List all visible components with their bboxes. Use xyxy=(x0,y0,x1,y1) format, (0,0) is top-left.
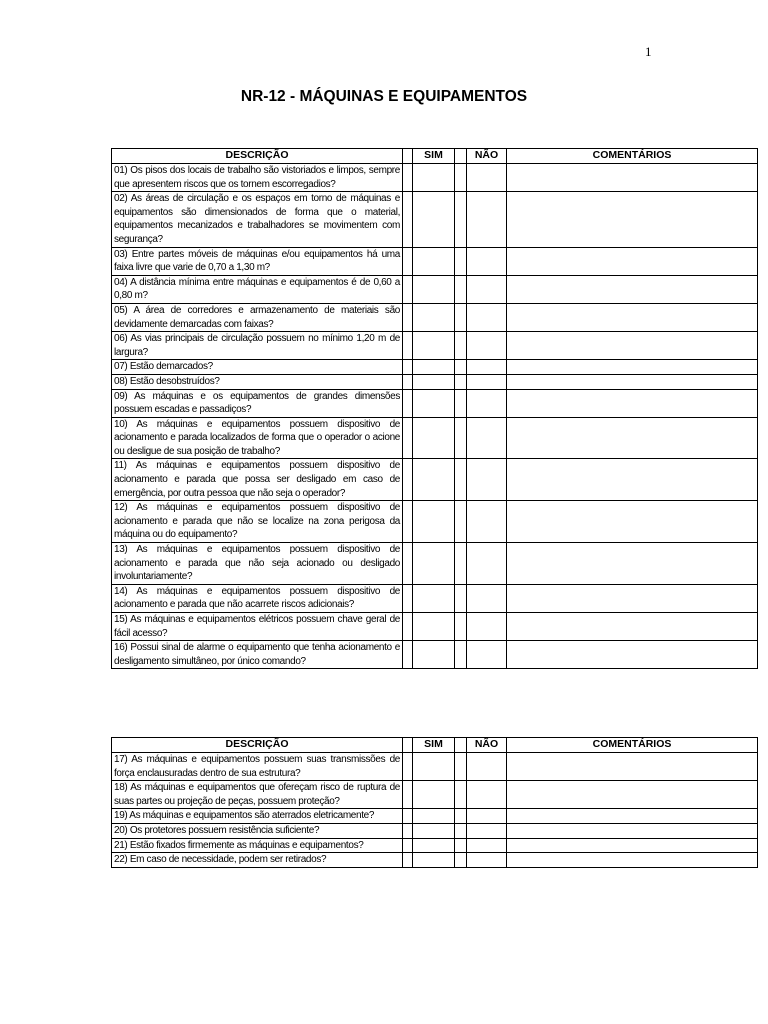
spacer-cell xyxy=(403,303,413,331)
spacer-cell xyxy=(403,838,413,853)
spacer-cell xyxy=(403,192,413,247)
no-answer-cell[interactable] xyxy=(467,275,507,303)
question-text: 18) As máquinas e equipamentos que ofereçam risco de ruptura de suas partes ou projeção de peças, possuem proteção? xyxy=(112,781,403,809)
spacer-cell xyxy=(455,275,467,303)
spacer-cell xyxy=(455,823,467,838)
question-text: 11) As máquinas e equipamentos possuem dispositivo de acionamento e parada que possa ser desligado em caso de emergência, por outra pessoa que não seja o operador? xyxy=(112,459,403,501)
no-answer-cell[interactable] xyxy=(467,753,507,781)
table-header-row xyxy=(112,149,758,164)
page-number: 1 xyxy=(645,44,652,59)
spacer-cell xyxy=(455,389,467,417)
spacer-cell xyxy=(403,374,413,389)
question-text: 13) As máquinas e equipamentos possuem dispositivo de acionamento e parada que não seja acionado ou desligado involuntariamente? xyxy=(112,543,403,585)
table-row xyxy=(112,417,758,459)
no-header: NÃO xyxy=(467,149,507,164)
yes-answer-cell[interactable] xyxy=(413,332,455,360)
table-row xyxy=(112,303,758,331)
yes-answer-cell[interactable] xyxy=(413,613,455,641)
yes-answer-cell[interactable] xyxy=(413,247,455,275)
yes-answer-cell[interactable] xyxy=(413,303,455,331)
comment-cell[interactable] xyxy=(507,164,758,192)
yes-answer-cell[interactable] xyxy=(413,853,455,868)
yes-header: SIM xyxy=(413,738,455,753)
yes-answer-cell[interactable] xyxy=(413,543,455,585)
spacer-cell xyxy=(455,332,467,360)
yes-answer-cell[interactable] xyxy=(413,164,455,192)
spacer-cell xyxy=(403,809,413,824)
yes-answer-cell[interactable] xyxy=(413,360,455,375)
spacer-cell xyxy=(403,753,413,781)
table-row xyxy=(112,641,758,669)
comment-cell[interactable] xyxy=(507,641,758,669)
no-answer-cell[interactable] xyxy=(467,584,507,612)
table-row xyxy=(112,192,758,247)
no-answer-cell[interactable] xyxy=(467,417,507,459)
table-row xyxy=(112,247,758,275)
document-title: NR-12 - MÁQUINAS E EQUIPAMENTOS xyxy=(240,88,528,105)
spacer-cell xyxy=(403,389,413,417)
no-answer-cell[interactable] xyxy=(467,332,507,360)
no-answer-cell[interactable] xyxy=(467,389,507,417)
yes-answer-cell[interactable] xyxy=(413,809,455,824)
no-answer-cell[interactable] xyxy=(467,374,507,389)
comment-cell[interactable] xyxy=(507,753,758,781)
no-answer-cell[interactable] xyxy=(467,853,507,868)
question-text: 16) Possui sinal de alarme o equipamento que tenha acionamento e desligamento simultâneo, por único comando? xyxy=(112,641,403,669)
yes-answer-cell[interactable] xyxy=(413,192,455,247)
question-text: 21) Estão fixados firmemente as máquinas e equipamentos? xyxy=(112,838,403,853)
no-answer-cell[interactable] xyxy=(467,192,507,247)
no-answer-cell[interactable] xyxy=(467,543,507,585)
comment-cell[interactable] xyxy=(507,543,758,585)
no-answer-cell[interactable] xyxy=(467,360,507,375)
no-answer-cell[interactable] xyxy=(467,809,507,824)
comment-cell[interactable] xyxy=(507,389,758,417)
table-row xyxy=(112,360,758,375)
comment-cell[interactable] xyxy=(507,360,758,375)
yes-answer-cell[interactable] xyxy=(413,641,455,669)
comment-cell[interactable] xyxy=(507,247,758,275)
yes-answer-cell[interactable] xyxy=(413,459,455,501)
table-row xyxy=(112,275,758,303)
yes-answer-cell[interactable] xyxy=(413,781,455,809)
question-text: 20) Os protetores possuem resistência suficiente? xyxy=(112,823,403,838)
comment-cell[interactable] xyxy=(507,853,758,868)
table-row xyxy=(112,543,758,585)
spacer-cell xyxy=(403,641,413,669)
table-row xyxy=(112,584,758,612)
comment-cell[interactable] xyxy=(507,823,758,838)
table-row xyxy=(112,809,758,824)
spacer-cell xyxy=(455,417,467,459)
no-answer-cell[interactable] xyxy=(467,303,507,331)
question-text: 08) Estão desobstruídos? xyxy=(112,374,403,389)
spacer-cell xyxy=(403,360,413,375)
comment-cell[interactable] xyxy=(507,332,758,360)
table-header-row xyxy=(112,738,758,753)
spacer-cell xyxy=(403,332,413,360)
question-text: 17) As máquinas e equipamentos possuem suas transmissões de força enclausuradas dentro de sua estrutura? xyxy=(112,753,403,781)
question-text: 09) As máquinas e os equipamentos de grandes dimensões possuem escadas e passadiços? xyxy=(112,389,403,417)
spacer-cell xyxy=(455,738,467,753)
yes-answer-cell[interactable] xyxy=(413,838,455,853)
table-row xyxy=(112,374,758,389)
spacer-cell xyxy=(403,501,413,543)
spacer-cell xyxy=(403,417,413,459)
comment-cell[interactable] xyxy=(507,584,758,612)
spacer-cell xyxy=(403,584,413,612)
description-header: DESCRIÇÃO xyxy=(112,738,403,753)
yes-answer-cell[interactable] xyxy=(413,823,455,838)
description-header: DESCRIÇÃO xyxy=(112,149,403,164)
comment-cell[interactable] xyxy=(507,781,758,809)
table-row xyxy=(112,389,758,417)
spacer-cell xyxy=(455,303,467,331)
no-answer-cell[interactable] xyxy=(467,164,507,192)
spacer-cell xyxy=(455,247,467,275)
comments-header: COMENTÁRIOS xyxy=(507,149,758,164)
no-answer-cell[interactable] xyxy=(467,247,507,275)
comments-header: COMENTÁRIOS xyxy=(507,738,758,753)
no-answer-cell[interactable] xyxy=(467,781,507,809)
yes-answer-cell[interactable] xyxy=(413,275,455,303)
no-answer-cell[interactable] xyxy=(467,459,507,501)
comment-cell[interactable] xyxy=(507,809,758,824)
comment-cell[interactable] xyxy=(507,275,758,303)
comment-cell[interactable] xyxy=(507,417,758,459)
spacer-cell xyxy=(455,192,467,247)
yes-answer-cell[interactable] xyxy=(413,389,455,417)
question-text: 22) Em caso de necessidade, podem ser retirados? xyxy=(112,853,403,868)
spacer-cell xyxy=(403,275,413,303)
spacer-cell xyxy=(455,584,467,612)
question-text: 15) As máquinas e equipamentos elétricos possuem chave geral de fácil acesso? xyxy=(112,613,403,641)
table-row xyxy=(112,781,758,809)
yes-answer-cell[interactable] xyxy=(413,584,455,612)
spacer-cell xyxy=(455,360,467,375)
spacer-cell xyxy=(455,641,467,669)
table-row xyxy=(112,823,758,838)
table-row xyxy=(112,853,758,868)
table-row xyxy=(112,753,758,781)
spacer-cell xyxy=(455,853,467,868)
spacer-cell xyxy=(403,613,413,641)
no-header: NÃO xyxy=(467,738,507,753)
question-text: 19) As máquinas e equipamentos são aterrados eletricamente? xyxy=(112,809,403,824)
comment-cell[interactable] xyxy=(507,374,758,389)
question-text: 03) Entre partes móveis de máquinas e/ou equipamentos há uma faixa livre que varie de 0,70 a 1,30 m? xyxy=(112,247,403,275)
question-text: 07) Estão demarcados? xyxy=(112,360,403,375)
no-answer-cell[interactable] xyxy=(467,838,507,853)
spacer-cell xyxy=(455,781,467,809)
yes-header: SIM xyxy=(413,149,455,164)
spacer-cell xyxy=(455,838,467,853)
spacer-cell xyxy=(403,149,413,164)
table-row xyxy=(112,613,758,641)
table-row xyxy=(112,838,758,853)
spacer-cell xyxy=(455,543,467,585)
question-text: 10) As máquinas e equipamentos possuem dispositivo de acionamento e parada localizados de forma que o operador o acione ou desligue de sua posição de trabalho? xyxy=(112,417,403,459)
spacer-cell xyxy=(455,149,467,164)
spacer-cell xyxy=(403,738,413,753)
question-text: 02) As áreas de circulação e os espaços em torno de máquinas e equipamentos são dimensionados de forma que o material, equipamentos mecanizados e trabalhadores se movimentem com segurança? xyxy=(112,192,403,247)
question-text: 06) As vias principais de circulação possuem no mínimo 1,20 m de largura? xyxy=(112,332,403,360)
spacer-cell xyxy=(455,753,467,781)
no-answer-cell[interactable] xyxy=(467,501,507,543)
table-row xyxy=(112,459,758,501)
yes-answer-cell[interactable] xyxy=(413,501,455,543)
question-text: 04) A distância mínima entre máquinas e equipamentos é de 0,60 a 0,80 m? xyxy=(112,275,403,303)
spacer-cell xyxy=(403,543,413,585)
table-row xyxy=(112,164,758,192)
spacer-cell xyxy=(403,459,413,501)
spacer-cell xyxy=(403,823,413,838)
yes-answer-cell[interactable] xyxy=(413,417,455,459)
question-text: 14) As máquinas e equipamentos possuem dispositivo de acionamento e parada que não acarrete riscos adicionais? xyxy=(112,584,403,612)
spacer-cell xyxy=(403,853,413,868)
yes-answer-cell[interactable] xyxy=(413,374,455,389)
no-answer-cell[interactable] xyxy=(467,823,507,838)
comment-cell[interactable] xyxy=(507,838,758,853)
comment-cell[interactable] xyxy=(507,501,758,543)
no-answer-cell[interactable] xyxy=(467,641,507,669)
no-answer-cell[interactable] xyxy=(467,613,507,641)
spacer-cell xyxy=(455,809,467,824)
question-text: 05) A área de corredores e armazenamento de materiais são devidamente demarcadas com faixas? xyxy=(112,303,403,331)
comment-cell[interactable] xyxy=(507,613,758,641)
spacer-cell xyxy=(455,164,467,192)
spacer-cell xyxy=(455,374,467,389)
question-text: 01) Os pisos dos locais de trabalho são vistoriados e limpos, sempre que apresentem riscos que os tornem escorregadios? xyxy=(112,164,403,192)
spacer-cell xyxy=(403,247,413,275)
yes-answer-cell[interactable] xyxy=(413,753,455,781)
spacer-cell xyxy=(403,164,413,192)
spacer-cell xyxy=(455,501,467,543)
table-row xyxy=(112,332,758,360)
spacer-cell xyxy=(455,459,467,501)
spacer-cell xyxy=(403,781,413,809)
spacer-cell xyxy=(455,613,467,641)
checklist-table xyxy=(111,737,758,868)
checklist-table xyxy=(111,148,758,669)
comment-cell[interactable] xyxy=(507,459,758,501)
comment-cell[interactable] xyxy=(507,303,758,331)
table-row xyxy=(112,501,758,543)
question-text: 12) As máquinas e equipamentos possuem dispositivo de acionamento e parada que não se localize na zona perigosa da máquina ou do equipamento? xyxy=(112,501,403,543)
comment-cell[interactable] xyxy=(507,192,758,247)
